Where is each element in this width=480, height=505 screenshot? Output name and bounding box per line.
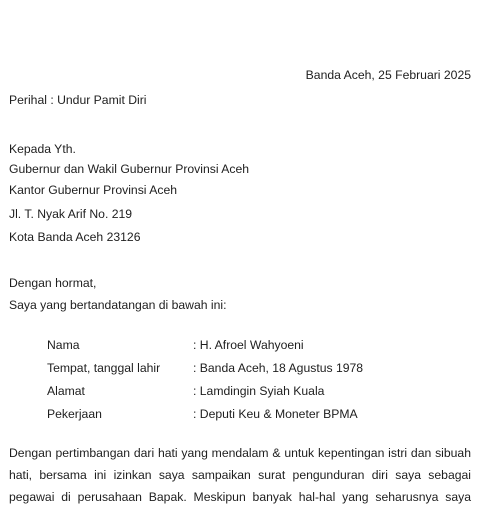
identity-value-address: : Lamdingin Syiah Kuala	[193, 384, 325, 398]
recipient-line-4: Kota Banda Aceh 23126	[9, 230, 141, 244]
recipient-greeting: Kepada Yth.	[9, 142, 76, 156]
letter-date: Banda Aceh, 25 Februari 2025	[305, 68, 471, 82]
salutation: Dengan hormat,	[9, 276, 97, 290]
recipient-line-1: Gubernur dan Wakil Gubernur Provinsi Aceh	[9, 162, 250, 176]
identity-value-birth: : Banda Aceh, 18 Agustus 1978	[193, 361, 364, 375]
identity-label-job: Pekerjaan	[47, 407, 102, 421]
intro-text: Saya yang bertandatangan di bawah ini:	[9, 298, 227, 312]
identity-value-name: : H. Afroel Wahyoeni	[193, 338, 304, 352]
identity-label-name: Nama	[47, 338, 80, 352]
identity-label-address: Alamat	[47, 384, 85, 398]
body-line-2: hati, bersama ini izinkan saya sampaikan surat pengunduran diri saya sebagai	[9, 468, 471, 482]
body-line-1: Dengan pertimbangan dari hati yang mendalam & untuk kepentingan istri dan sibuah	[9, 446, 471, 460]
recipient-line-2: Kantor Gubernur Provinsi Aceh	[9, 183, 178, 197]
letter-subject: Perihal : Undur Pamit Diri	[9, 93, 147, 107]
identity-value-job: : Deputi Keu & Moneter BPMA	[193, 407, 358, 421]
body-line-3: pegawai di perusahaan Bapak. Meskipun banyak hal-hal yang seharusnya saya	[9, 490, 471, 504]
recipient-line-3: Jl. T. Nyak Arif No. 219	[9, 207, 133, 221]
identity-label-birth: Tempat, tanggal lahir	[47, 361, 161, 375]
